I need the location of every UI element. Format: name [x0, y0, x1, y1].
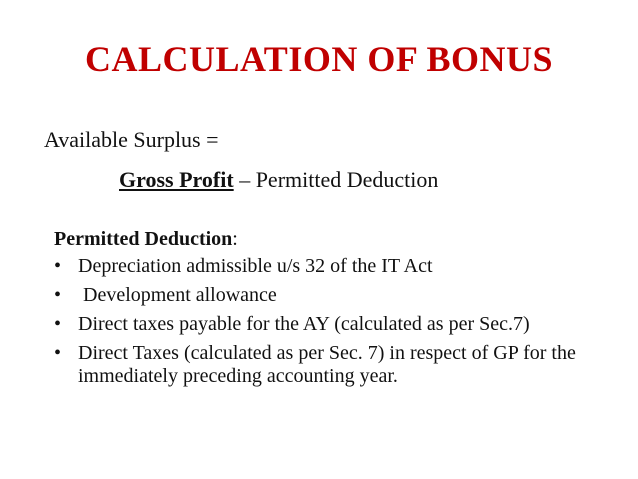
- formula-rest: – Permitted Deduction: [233, 167, 439, 192]
- section-heading: [54, 228, 614, 251]
- gross-profit-term: Gross Profit: [119, 167, 234, 192]
- list-item-text: Development allowance: [78, 284, 277, 306]
- section-heading-label: Permitted Deduction: [54, 228, 233, 250]
- list-item-text: Direct taxes payable for the AY (calculated as per Sec.7): [78, 313, 530, 335]
- list-item: [54, 313, 614, 336]
- list-item: [54, 255, 614, 278]
- bullet-icon: •: [54, 284, 62, 306]
- list-item: [54, 284, 614, 307]
- permitted-deduction-section: [54, 228, 614, 394]
- bullet-icon: •: [54, 342, 62, 364]
- slide-title: CALCULATION OF BONUS: [84, 39, 554, 79]
- deduction-list: [54, 255, 614, 388]
- list-item-text: Direct Taxes (calculated as per Sec. 7) in respect of GP for the immediately preceding accounting year.: [78, 342, 576, 387]
- section-heading-colon: :: [232, 228, 238, 250]
- list-item-text: Depreciation admissible u/s 32 of the IT Act: [78, 255, 433, 277]
- formula-lhs: Available Surplus =: [44, 127, 219, 152]
- list-item: [54, 342, 614, 388]
- bullet-icon: •: [54, 255, 62, 277]
- formula-rhs: [119, 167, 438, 193]
- bullet-icon: •: [54, 313, 62, 335]
